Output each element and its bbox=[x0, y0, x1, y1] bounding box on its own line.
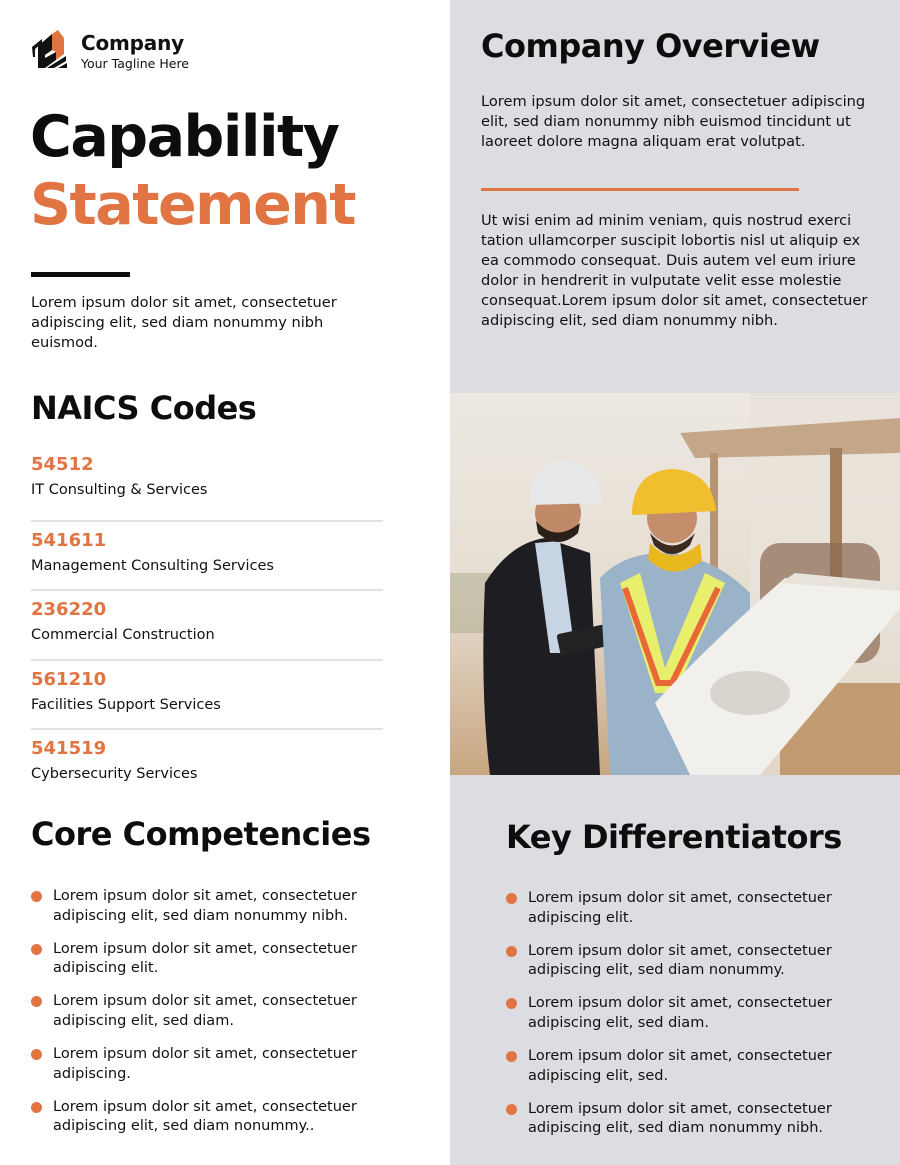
naics-item bbox=[31, 452, 383, 522]
bullet-dot-icon bbox=[31, 891, 42, 902]
naics-code: 236220 bbox=[31, 599, 107, 620]
naics-item bbox=[31, 591, 383, 661]
key-differentiators-list bbox=[506, 889, 886, 1152]
naics-item bbox=[31, 730, 383, 800]
naics-code: 541611 bbox=[31, 529, 107, 551]
list-item bbox=[506, 942, 886, 995]
bullet-dot-icon bbox=[506, 946, 517, 957]
construction-site-photo bbox=[450, 393, 900, 775]
bullet-dot-icon bbox=[506, 893, 517, 904]
title-line-1: Capability bbox=[30, 104, 339, 170]
list-item bbox=[506, 994, 886, 1047]
naics-code: 561210 bbox=[31, 668, 107, 690]
bullet-dot-icon bbox=[31, 944, 42, 955]
naics-description: Commercial Construction bbox=[31, 627, 215, 643]
list-item bbox=[506, 1100, 886, 1153]
page-title bbox=[30, 103, 355, 239]
bullet-dot-icon bbox=[506, 998, 517, 1009]
list-item-text: Lorem ipsum dolor sit amet, consectetuer adipiscing elit, sed diam. bbox=[53, 993, 357, 1029]
list-item-text: Lorem ipsum dolor sit amet, consectetuer adipiscing elit, sed diam nonummy nibh. bbox=[53, 888, 357, 924]
key-differentiators-heading: Key Differentiators bbox=[506, 818, 842, 856]
list-item bbox=[31, 1045, 411, 1098]
company-name: Company bbox=[81, 31, 184, 55]
list-item bbox=[506, 889, 886, 942]
naics-code: 541519 bbox=[31, 738, 107, 759]
overview-paragraph-1: Lorem ipsum dolor sit amet, consectetuer adipiscing elit, sed diam nonummy nibh euismod tincidunt ut laoreet dolore magna aliquam erat volutpat. bbox=[481, 93, 866, 150]
list-item-text: Lorem ipsum dolor sit amet, consectetuer adipiscing elit, sed. bbox=[528, 1048, 832, 1084]
list-item-text: Lorem ipsum dolor sit amet, consectetuer adipiscing elit. bbox=[528, 890, 832, 926]
naics-description: Management Consulting Services bbox=[31, 557, 274, 574]
naics-description: Cybersecurity Services bbox=[31, 766, 198, 782]
naics-code: 54512 bbox=[31, 454, 94, 475]
core-competencies-heading: Core Competencies bbox=[31, 815, 371, 853]
naics-item bbox=[31, 661, 383, 731]
core-competencies-list bbox=[31, 887, 411, 1150]
overview-divider bbox=[481, 188, 799, 191]
naics-item bbox=[31, 522, 383, 592]
list-item-text: Lorem ipsum dolor sit amet, consectetuer adipiscing elit. bbox=[53, 940, 357, 977]
bullet-dot-icon bbox=[506, 1104, 517, 1115]
company-overview-heading: Company Overview bbox=[481, 27, 820, 65]
house-chart-icon bbox=[30, 30, 70, 74]
naics-description: Facilities Support Services bbox=[31, 696, 221, 713]
intro-text: Lorem ipsum dolor sit amet, consectetuer adipiscing elit, sed diam nonummy nibh euismod. bbox=[31, 294, 337, 351]
title-divider bbox=[31, 272, 130, 277]
list-item-text: Lorem ipsum dolor sit amet, consectetuer adipiscing elit, sed diam nonummy nibh. bbox=[528, 1100, 832, 1137]
company-logo bbox=[30, 30, 189, 74]
bullet-dot-icon bbox=[31, 996, 42, 1007]
workers-blueprint-illustration bbox=[450, 393, 900, 775]
list-item-text: Lorem ipsum dolor sit amet, consectetuer adipiscing. bbox=[53, 1046, 357, 1082]
list-item-text: Lorem ipsum dolor sit amet, consectetuer adipiscing elit, sed diam nonummy. bbox=[528, 942, 832, 979]
naics-heading: NAICS Codes bbox=[31, 389, 257, 427]
list-item bbox=[506, 1047, 886, 1100]
list-item-text: Lorem ipsum dolor sit amet, consectetuer adipiscing elit, sed diam nonummy.. bbox=[53, 1098, 357, 1135]
bullet-dot-icon bbox=[31, 1102, 42, 1113]
list-item bbox=[31, 940, 411, 993]
list-item bbox=[31, 887, 411, 940]
company-tagline: Your Tagline Here bbox=[81, 56, 189, 71]
list-item bbox=[31, 1098, 411, 1151]
list-item-text: Lorem ipsum dolor sit amet, consectetuer adipiscing elit, sed diam. bbox=[528, 995, 832, 1031]
overview-paragraph-2: Ut wisi enim ad minim veniam, quis nostrud exerci tation ullamcorper suscipit lobortis nisl ut aliquip ex ea commodo consequat. Duis autem vel eum iriure dolor in hendrerit in vulputate velit esse molestie consequat.Lorem ipsum dolor sit amet, consectetuer adipiscing elit, sed diam nonummy nibh. bbox=[481, 212, 868, 329]
naics-description: IT Consulting & Services bbox=[31, 482, 208, 498]
naics-list bbox=[31, 452, 383, 800]
title-line-2: Statement bbox=[30, 172, 356, 238]
list-item bbox=[31, 992, 411, 1045]
bullet-dot-icon bbox=[506, 1051, 517, 1062]
bullet-dot-icon bbox=[31, 1049, 42, 1060]
